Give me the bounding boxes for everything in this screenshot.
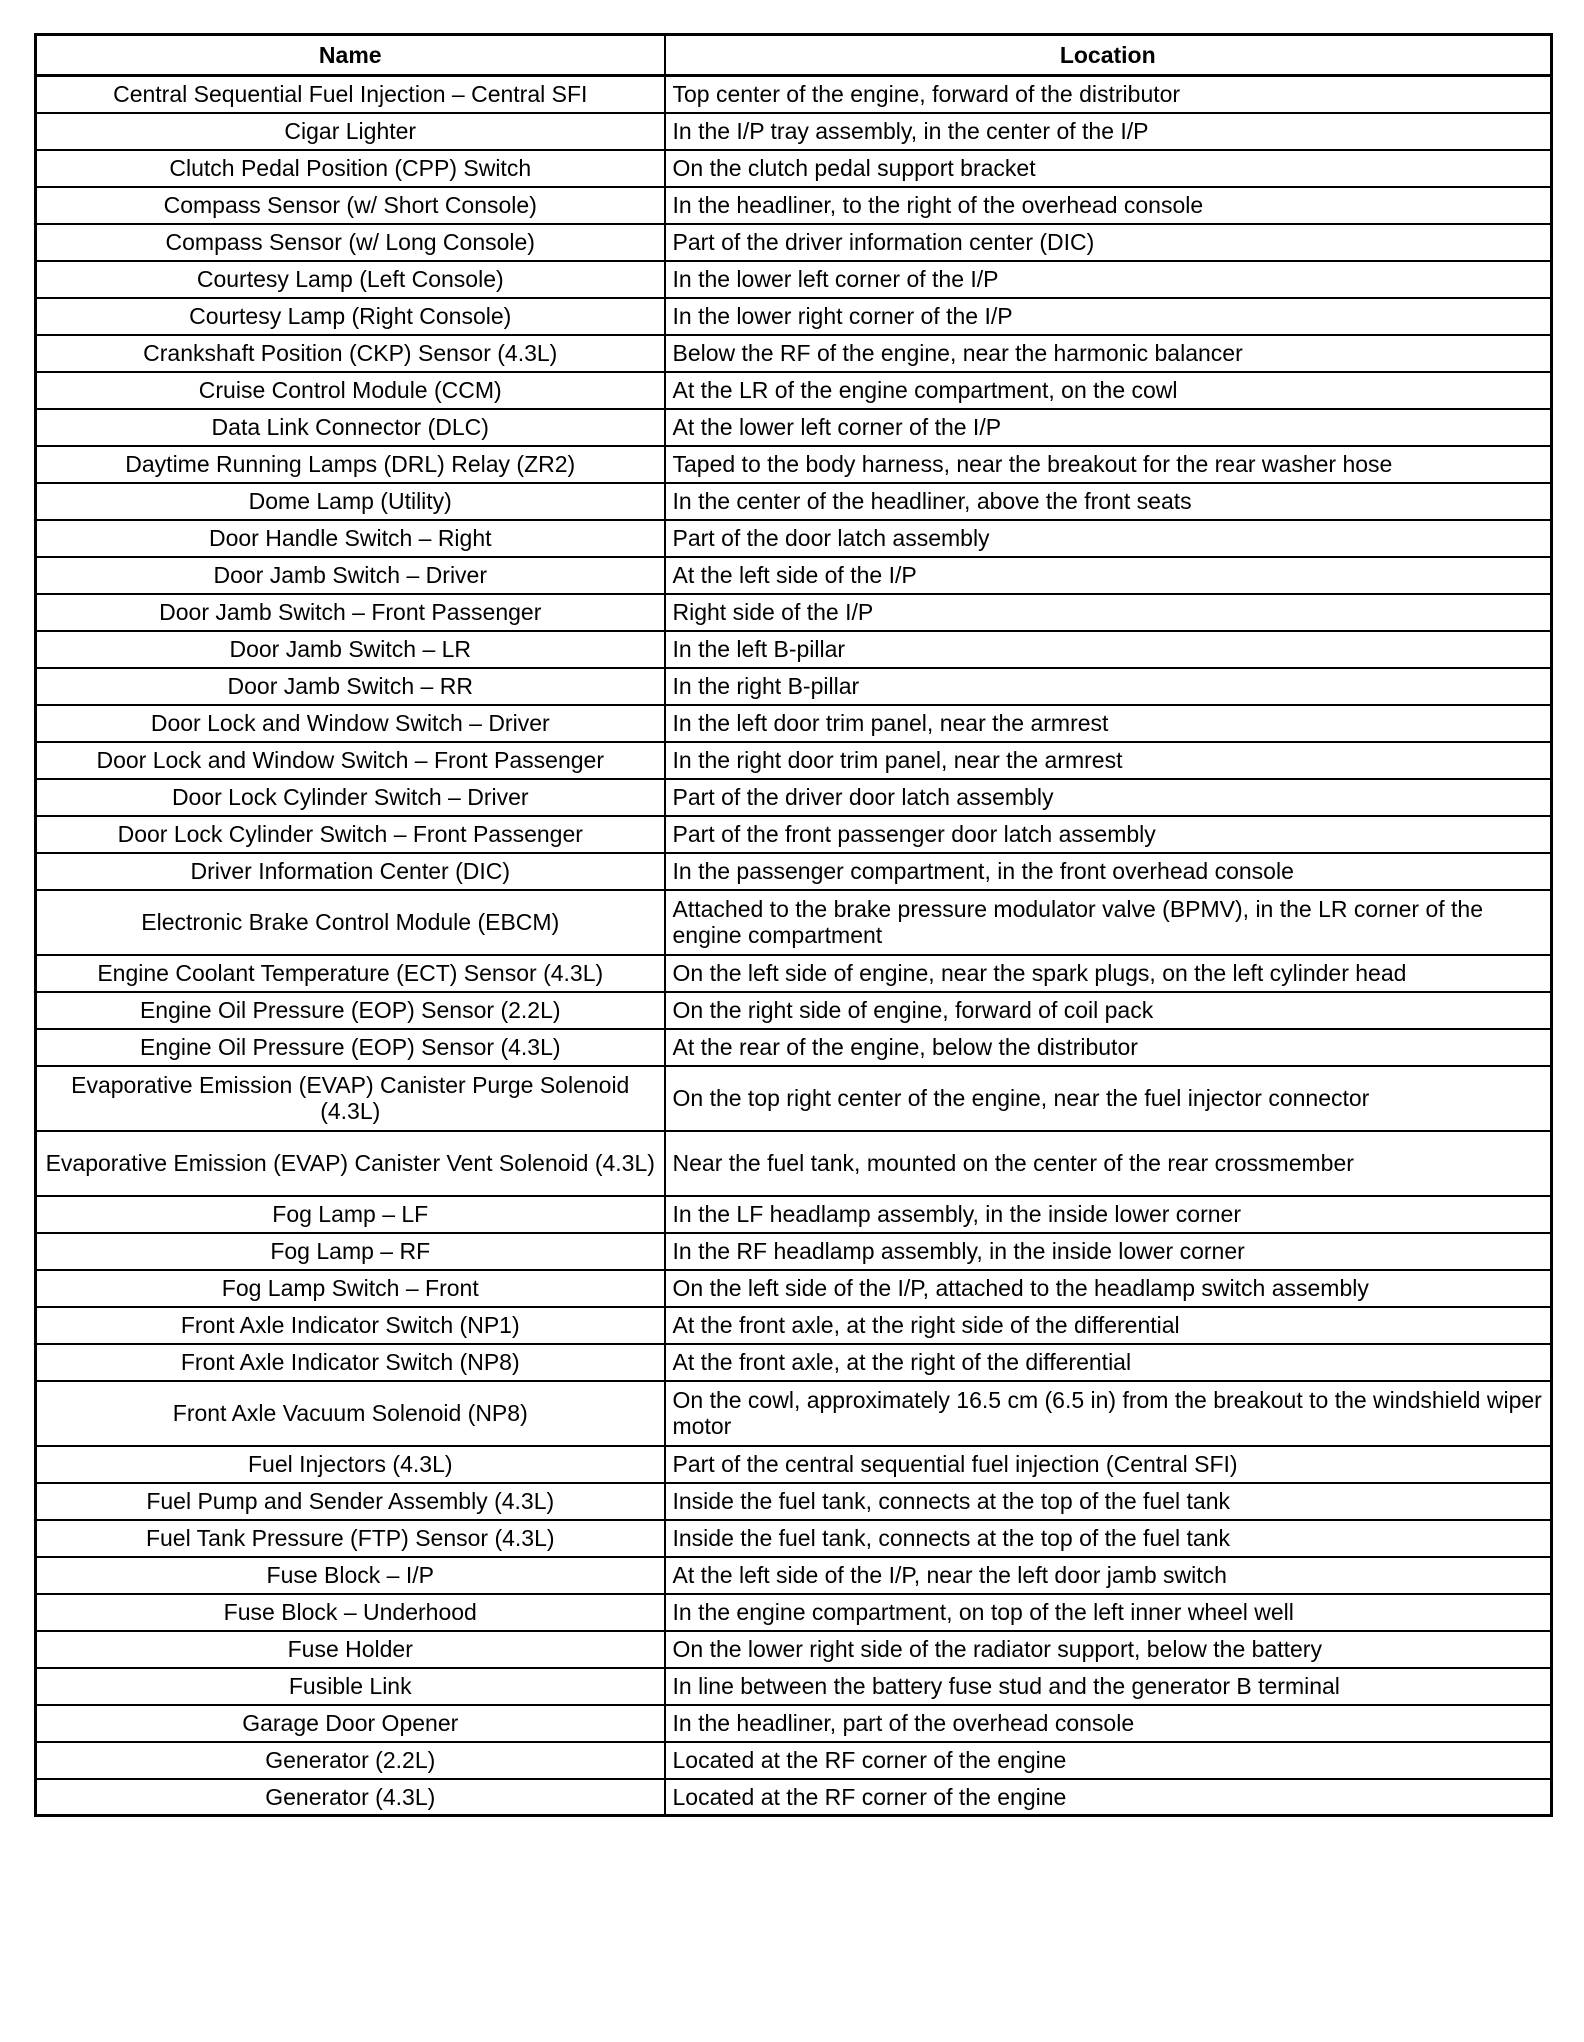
component-location-cell: In the engine compartment, on top of the left inner wheel well — [665, 1594, 1552, 1631]
component-location-cell: Part of the driver information center (DIC) — [665, 224, 1552, 261]
table-row — [36, 150, 1552, 187]
component-location-cell: On the left side of engine, near the spark plugs, on the left cylinder head — [665, 955, 1552, 992]
component-location-cell: Part of the driver door latch assembly — [665, 779, 1552, 816]
column-header-location: Location — [665, 35, 1552, 76]
component-location-cell: On the clutch pedal support bracket — [665, 150, 1552, 187]
table-row — [36, 594, 1552, 631]
component-location-cell: In the headliner, part of the overhead console — [665, 1705, 1552, 1742]
table-row — [36, 520, 1552, 557]
component-name-cell: Data Link Connector (DLC) — [36, 409, 665, 446]
component-name-cell: Clutch Pedal Position (CPP) Switch — [36, 150, 665, 187]
component-location-cell: Inside the fuel tank, connects at the top of the fuel tank — [665, 1483, 1552, 1520]
component-location-cell: At the left side of the I/P, near the left door jamb switch — [665, 1557, 1552, 1594]
component-name-cell: Door Handle Switch – Right — [36, 520, 665, 557]
table-row — [36, 1631, 1552, 1668]
component-name-cell: Door Jamb Switch – Driver — [36, 557, 665, 594]
component-name-cell: Driver Information Center (DIC) — [36, 853, 665, 890]
table-row — [36, 335, 1552, 372]
component-location-cell: In the right door trim panel, near the armrest — [665, 742, 1552, 779]
component-location-cell: Near the fuel tank, mounted on the center of the rear crossmember — [665, 1131, 1552, 1196]
table-row — [36, 1446, 1552, 1483]
table-row — [36, 409, 1552, 446]
component-location-cell: In the left B-pillar — [665, 631, 1552, 668]
component-location-cell: In the passenger compartment, in the front overhead console — [665, 853, 1552, 890]
component-location-cell: In the headliner, to the right of the overhead console — [665, 187, 1552, 224]
component-name-cell: Fog Lamp Switch – Front — [36, 1270, 665, 1307]
component-name-cell: Door Lock and Window Switch – Driver — [36, 705, 665, 742]
table-header-row — [36, 35, 1552, 76]
table-row — [36, 1344, 1552, 1381]
table-row — [36, 890, 1552, 955]
table-row — [36, 668, 1552, 705]
table-row — [36, 1742, 1552, 1779]
component-location-cell: At the lower left corner of the I/P — [665, 409, 1552, 446]
component-location-cell: Part of the door latch assembly — [665, 520, 1552, 557]
table-row — [36, 298, 1552, 335]
table-row — [36, 557, 1552, 594]
component-name-cell: Door Jamb Switch – LR — [36, 631, 665, 668]
component-location-cell: Top center of the engine, forward of the distributor — [665, 76, 1552, 113]
table-row — [36, 1557, 1552, 1594]
component-name-cell: Engine Oil Pressure (EOP) Sensor (2.2L) — [36, 992, 665, 1029]
table-row — [36, 742, 1552, 779]
component-name-cell: Front Axle Vacuum Solenoid (NP8) — [36, 1381, 665, 1446]
table-row — [36, 224, 1552, 261]
component-location-cell: In the lower left corner of the I/P — [665, 261, 1552, 298]
table-row — [36, 1307, 1552, 1344]
component-location-cell: Below the RF of the engine, near the harmonic balancer — [665, 335, 1552, 372]
component-name-cell: Fuse Block – Underhood — [36, 1594, 665, 1631]
table-row — [36, 1705, 1552, 1742]
component-location-cell: Right side of the I/P — [665, 594, 1552, 631]
component-location-cell: Part of the front passenger door latch assembly — [665, 816, 1552, 853]
component-location-cell: In the center of the headliner, above the front seats — [665, 483, 1552, 520]
table-row — [36, 1029, 1552, 1066]
component-name-cell: Door Lock Cylinder Switch – Driver — [36, 779, 665, 816]
component-name-cell: Engine Coolant Temperature (ECT) Sensor (4.3L) — [36, 955, 665, 992]
component-location-cell: On the cowl, approximately 16.5 cm (6.5 in) from the breakout to the windshield wiper motor — [665, 1381, 1552, 1446]
table-row — [36, 955, 1552, 992]
component-location-cell: On the top right center of the engine, near the fuel injector connector — [665, 1066, 1552, 1131]
table-row — [36, 705, 1552, 742]
component-name-cell: Courtesy Lamp (Right Console) — [36, 298, 665, 335]
table-row — [36, 779, 1552, 816]
component-location-cell: On the right side of engine, forward of coil pack — [665, 992, 1552, 1029]
column-header-name: Name — [36, 35, 665, 76]
component-name-cell: Door Lock Cylinder Switch – Front Passenger — [36, 816, 665, 853]
component-name-cell: Compass Sensor (w/ Short Console) — [36, 187, 665, 224]
table-row — [36, 372, 1552, 409]
component-name-cell: Evaporative Emission (EVAP) Canister Vent Solenoid (4.3L) — [36, 1131, 665, 1196]
component-location-cell: In the I/P tray assembly, in the center of the I/P — [665, 113, 1552, 150]
table-row — [36, 1131, 1552, 1196]
component-location-cell: At the left side of the I/P — [665, 557, 1552, 594]
component-location-cell: In the lower right corner of the I/P — [665, 298, 1552, 335]
table-row — [36, 1668, 1552, 1705]
component-name-cell: Cruise Control Module (CCM) — [36, 372, 665, 409]
component-name-cell: Crankshaft Position (CKP) Sensor (4.3L) — [36, 335, 665, 372]
component-location-cell: At the front axle, at the right side of the differential — [665, 1307, 1552, 1344]
table-body — [36, 76, 1552, 1816]
component-location-cell: In the left door trim panel, near the armrest — [665, 705, 1552, 742]
component-name-cell: Fog Lamp – RF — [36, 1233, 665, 1270]
component-name-cell: Fuse Block – I/P — [36, 1557, 665, 1594]
component-name-cell: Front Axle Indicator Switch (NP1) — [36, 1307, 665, 1344]
table-row — [36, 816, 1552, 853]
component-location-cell: At the front axle, at the right of the differential — [665, 1344, 1552, 1381]
table-row — [36, 483, 1552, 520]
table-row — [36, 76, 1552, 113]
table-row — [36, 1381, 1552, 1446]
table-row — [36, 1483, 1552, 1520]
component-location-cell: In line between the battery fuse stud and the generator B terminal — [665, 1668, 1552, 1705]
component-location-cell: At the LR of the engine compartment, on the cowl — [665, 372, 1552, 409]
component-name-cell: Door Jamb Switch – Front Passenger — [36, 594, 665, 631]
component-location-table — [34, 33, 1553, 1817]
table-row — [36, 187, 1552, 224]
component-name-cell: Cigar Lighter — [36, 113, 665, 150]
table-row — [36, 1779, 1552, 1816]
component-location-cell: Located at the RF corner of the engine — [665, 1742, 1552, 1779]
component-name-cell: Evaporative Emission (EVAP) Canister Purge Solenoid (4.3L) — [36, 1066, 665, 1131]
component-location-cell: Taped to the body harness, near the breakout for the rear washer hose — [665, 446, 1552, 483]
component-name-cell: Generator (4.3L) — [36, 1779, 665, 1816]
component-name-cell: Door Lock and Window Switch – Front Passenger — [36, 742, 665, 779]
table-row — [36, 1270, 1552, 1307]
component-location-cell: In the right B-pillar — [665, 668, 1552, 705]
component-location-cell: At the rear of the engine, below the distributor — [665, 1029, 1552, 1066]
component-name-cell: Central Sequential Fuel Injection – Central SFI — [36, 76, 665, 113]
component-location-cell: In the RF headlamp assembly, in the inside lower corner — [665, 1233, 1552, 1270]
component-name-cell: Daytime Running Lamps (DRL) Relay (ZR2) — [36, 446, 665, 483]
component-location-cell: In the LF headlamp assembly, in the inside lower corner — [665, 1196, 1552, 1233]
component-location-cell: Part of the central sequential fuel injection (Central SFI) — [665, 1446, 1552, 1483]
component-name-cell: Fuel Tank Pressure (FTP) Sensor (4.3L) — [36, 1520, 665, 1557]
component-location-cell: On the lower right side of the radiator support, below the battery — [665, 1631, 1552, 1668]
component-location-cell: Attached to the brake pressure modulator valve (BPMV), in the LR corner of the engine compartment — [665, 890, 1552, 955]
component-name-cell: Garage Door Opener — [36, 1705, 665, 1742]
component-name-cell: Front Axle Indicator Switch (NP8) — [36, 1344, 665, 1381]
table-row — [36, 992, 1552, 1029]
table-row — [36, 113, 1552, 150]
table-row — [36, 1196, 1552, 1233]
component-name-cell: Courtesy Lamp (Left Console) — [36, 261, 665, 298]
component-name-cell: Fusible Link — [36, 1668, 665, 1705]
component-name-cell: Generator (2.2L) — [36, 1742, 665, 1779]
table-row — [36, 631, 1552, 668]
component-name-cell: Fuel Pump and Sender Assembly (4.3L) — [36, 1483, 665, 1520]
table-row — [36, 1066, 1552, 1131]
table-row — [36, 853, 1552, 890]
component-name-cell: Fog Lamp – LF — [36, 1196, 665, 1233]
component-location-cell: On the left side of the I/P, attached to the headlamp switch assembly — [665, 1270, 1552, 1307]
component-name-cell: Electronic Brake Control Module (EBCM) — [36, 890, 665, 955]
component-name-cell: Compass Sensor (w/ Long Console) — [36, 224, 665, 261]
table-row — [36, 261, 1552, 298]
component-location-cell: Located at the RF corner of the engine — [665, 1779, 1552, 1816]
component-location-cell: Inside the fuel tank, connects at the top of the fuel tank — [665, 1520, 1552, 1557]
component-name-cell: Door Jamb Switch – RR — [36, 668, 665, 705]
component-name-cell: Fuel Injectors (4.3L) — [36, 1446, 665, 1483]
table-row — [36, 1594, 1552, 1631]
component-name-cell: Engine Oil Pressure (EOP) Sensor (4.3L) — [36, 1029, 665, 1066]
table-row — [36, 1520, 1552, 1557]
table-row — [36, 1233, 1552, 1270]
component-name-cell: Dome Lamp (Utility) — [36, 483, 665, 520]
table-row — [36, 446, 1552, 483]
component-name-cell: Fuse Holder — [36, 1631, 665, 1668]
